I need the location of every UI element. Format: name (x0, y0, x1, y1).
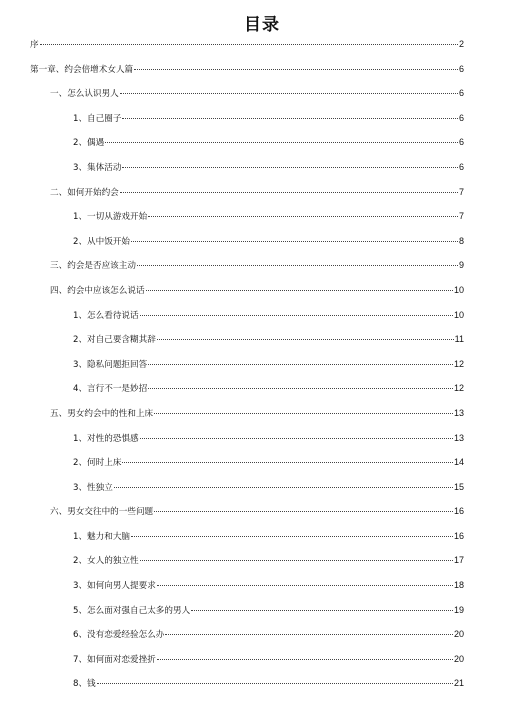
toc-entry-label: 8、钱 (73, 679, 96, 690)
dot-leader (40, 44, 458, 45)
toc-entry-label: 3、性独立 (73, 482, 113, 493)
toc-entry-label: 第一章、约会倍增术女人篇 (30, 64, 134, 75)
toc-entry[interactable] (30, 259, 464, 284)
toc-page-number: 15 (453, 481, 464, 492)
dot-leader (140, 560, 453, 561)
toc-entry-label: 2、何时上床 (73, 458, 122, 469)
dot-leader (157, 339, 454, 340)
toc-entry[interactable] (30, 38, 464, 63)
toc-page-number: 7 (458, 211, 464, 222)
toc-entry[interactable] (30, 358, 464, 383)
toc-page-number: 20 (453, 629, 464, 640)
dot-leader (134, 69, 458, 70)
toc-entry-label: 7、如何面对恋爱挫折 (73, 654, 156, 665)
dot-leader (157, 659, 453, 660)
toc-entry[interactable] (30, 579, 464, 604)
toc-page-number: 6 (458, 137, 464, 148)
toc-page-number: 14 (453, 457, 464, 468)
toc-entry[interactable] (30, 161, 464, 186)
toc-page-number: 13 (453, 432, 464, 443)
toc-page-number: 16 (453, 530, 464, 541)
toc-entry-label: 1、魅力和大脑 (73, 531, 131, 542)
toc-page-number: 8 (458, 235, 464, 246)
toc-entry-label: 二、如何开始约会 (50, 187, 119, 198)
toc-entry-label: 五、男女约会中的性和上床 (50, 408, 154, 419)
toc-entry-label: 2、从中饭开始 (73, 236, 131, 247)
toc-page-number: 6 (458, 112, 464, 123)
toc-entry-label: 3、隐私问题拒回答 (73, 359, 148, 370)
dot-leader (154, 511, 453, 512)
dot-leader (140, 438, 453, 439)
toc-entry[interactable] (30, 382, 464, 407)
toc-page-number: 9 (458, 260, 464, 271)
toc-page-number: 18 (453, 580, 464, 591)
toc-entry[interactable] (30, 554, 464, 579)
toc-entry[interactable] (30, 136, 464, 161)
toc-page-number: 21 (453, 678, 464, 689)
dot-leader (146, 290, 453, 291)
dot-leader (105, 142, 458, 143)
toc-page-number: 17 (453, 555, 464, 566)
dot-leader (122, 462, 453, 463)
dot-leader (157, 585, 453, 586)
toc-page-number: 2 (458, 39, 464, 49)
toc-entry[interactable] (30, 112, 464, 137)
toc-entry-label: 2、对自己要含糊其辞 (73, 335, 156, 346)
toc-entry-label: 六、男女交往中的一些问题 (50, 507, 154, 518)
toc-page-number: 20 (453, 653, 464, 664)
toc-entry[interactable] (30, 432, 464, 457)
dot-leader (154, 413, 453, 414)
toc-page-number: 6 (458, 161, 464, 172)
toc-entry[interactable] (30, 677, 464, 702)
toc-entry-label: 1、自己圈子 (73, 113, 122, 124)
toc-entry[interactable] (30, 456, 464, 481)
dot-leader (148, 364, 453, 365)
dot-leader (131, 241, 458, 242)
dot-leader (165, 634, 453, 635)
dot-leader (191, 610, 453, 611)
toc-page-number: 11 (454, 334, 464, 345)
toc-entry[interactable] (30, 530, 464, 555)
toc-entry[interactable] (30, 604, 464, 629)
toc-entry[interactable] (30, 63, 464, 88)
dot-leader (137, 265, 458, 266)
toc-entry-label: 6、没有恋爱经验怎么办 (73, 630, 165, 641)
toc-page-number: 10 (453, 309, 464, 320)
toc-entry[interactable] (30, 210, 464, 235)
table-of-contents (30, 38, 464, 702)
toc-entry-label: 2、偶遇 (73, 138, 105, 149)
toc-page-number: 10 (453, 284, 464, 295)
toc-entry-label: 1、对性的恐惧感 (73, 433, 139, 444)
toc-entry-label: 2、女人的独立性 (73, 556, 139, 567)
toc-entry[interactable] (30, 628, 464, 653)
dot-leader (148, 216, 458, 217)
toc-entry-label: 3、如何向男人提要求 (73, 581, 156, 592)
toc-entry[interactable] (30, 653, 464, 678)
toc-entry-label: 一、怎么认识男人 (50, 89, 119, 100)
toc-entry[interactable] (30, 481, 464, 506)
dot-leader (114, 487, 453, 488)
toc-page-number: 12 (453, 358, 464, 369)
toc-page-number: 6 (458, 63, 464, 74)
toc-entry[interactable] (30, 407, 464, 432)
toc-page-number: 6 (458, 88, 464, 99)
toc-entry-label: 5、怎么面对强自己太多的男人 (73, 605, 191, 616)
toc-entry[interactable] (30, 505, 464, 530)
page-title: 目录 (244, 15, 280, 35)
toc-entry-label: 三、约会是否应该主动 (50, 261, 136, 272)
toc-entry-label: 4、言行不一是妙招 (73, 384, 148, 395)
dot-leader (122, 118, 458, 119)
toc-page-number: 7 (458, 186, 464, 197)
toc-entry-label: 序 (30, 40, 39, 50)
dot-leader (131, 536, 453, 537)
toc-page-number: 16 (453, 506, 464, 517)
toc-entry-label: 四、约会中应该怎么说话 (50, 285, 145, 296)
toc-entry-label: 1、怎么看待说话 (73, 310, 139, 321)
toc-entry-label: 1、一切从游戏开始 (73, 212, 148, 223)
dot-leader (122, 167, 458, 168)
toc-page-number: 13 (453, 407, 464, 418)
toc-entry-label: 3、集体活动 (73, 162, 122, 173)
toc-entry[interactable] (30, 186, 464, 211)
toc-entry[interactable] (30, 235, 464, 260)
toc-page-number: 12 (453, 383, 464, 394)
dot-leader (97, 683, 453, 684)
toc-entry[interactable] (30, 309, 464, 334)
toc-entry[interactable] (30, 284, 464, 309)
dot-leader (120, 93, 458, 94)
toc-entry[interactable] (30, 87, 464, 112)
toc-entry[interactable] (30, 333, 464, 358)
dot-leader (148, 388, 453, 389)
dot-leader (120, 192, 458, 193)
toc-page-number: 19 (453, 604, 464, 615)
dot-leader (140, 315, 453, 316)
